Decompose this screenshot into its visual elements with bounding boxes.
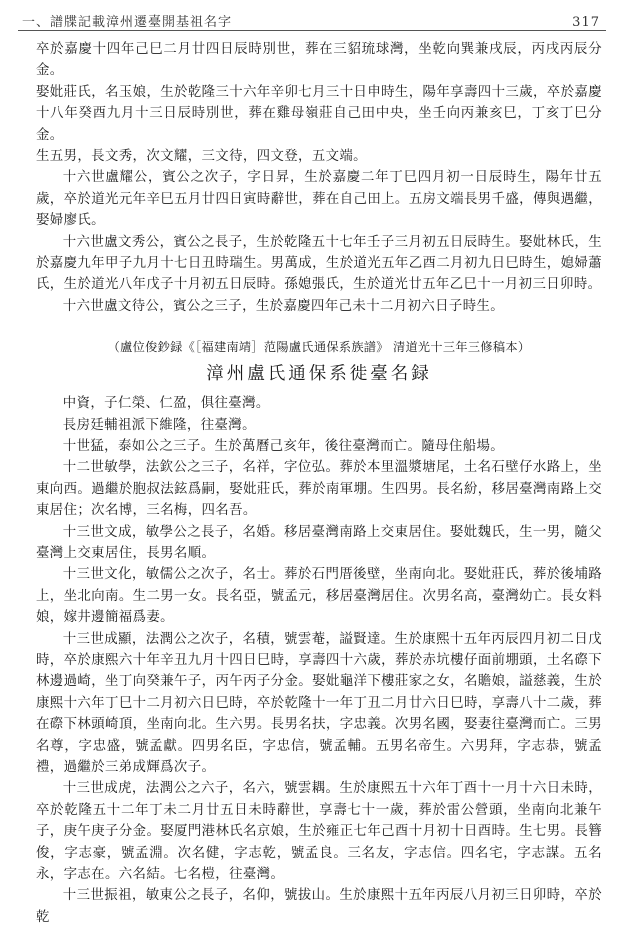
page-number: 317 <box>572 15 600 30</box>
entry-paragraph: 生五男，長文秀，次文耀，三文待，四文登，五文端。 <box>36 149 367 165</box>
entry-paragraph: 卒於嘉慶十四年己巳二月廿四日辰時別世，葬在三貂琉球灣，坐乾向巽兼戌辰，丙戌丙辰分金。 <box>36 42 602 79</box>
entry-paragraph: 十三世成虎，法潤公之六子，名六，號雲耦。生於康熙五十六年丁酉十一月十六日未時，卒於乾隆五十二年丁未二月廿五日未時辭世，享壽七十一歲，葬於雷公營頭，坐南向北兼午子，庚午庚子分金。娶厦門港林氏名京娘，生於雍正七年己酉十月初十日酉時。生七男。長簪俊，字志豪，號孟淵。次名健，字志乾，號孟良。三名友，字志信。四名宅，字志謀。五名永，字志在。六名結。七名榿，往臺灣。 <box>36 781 602 883</box>
entry-paragraph: 娶妣莊氏，名玉娘，生於乾隆三十六年辛卯七月三十日申時生，陽年享壽四十三歲，卒於嘉慶十八年癸酉九月十三日辰時別世，葬在雞母嶺莊自己田中央，坐壬向丙兼亥巳，丁亥丁巳分金。 <box>36 84 602 143</box>
source-citation: （盧位俊鈔録《［福建南靖］范陽盧氏通保系族譜》 清道光十三年三修稿本） <box>107 340 531 355</box>
section-title: 漳州盧氏通保系徙臺名録 <box>206 363 432 384</box>
header-rule <box>18 30 606 31</box>
entry-paragraph: 十世猛，泰如公之三子。生於萬曆己亥年，後往臺灣而亡。隨母住船場。 <box>62 438 505 454</box>
entry-paragraph: 十三世文化，敏儒公之次子，名士。葬於石門厝後壁，坐南向北。娶妣莊氏，葬於後埔路上，坐北向南。生二男一女。長名亞，號孟元，移居臺灣居住。次男名高，臺灣幼亡。長女料娘，嫁井邊簡福爲妻。 <box>36 567 602 626</box>
entry-paragraph: 十六世盧耀公，賓公之次子，字日昇，生於嘉慶二年丁巳四月初一日辰時生，陽年廿五歲，卒於道光元年辛巳五月廿四日寅時辭世，葬在自己田上。五房文端長男千盛，傳與遇繼，娶婦廖氏。 <box>36 170 602 229</box>
entry-paragraph: 十三世成顯，法潤公之次子，名積，號雲菴，謚賢達。生於康熙十五年丙辰四月初二日戊時，卒於康熙六十年辛丑九月十四日巳時，享壽四十六歲，葬於赤坑樓仔面前堋頭，土名磜下林邊過崎，坐丁向癸兼午子，丙午丙子分金。娶妣龜洋下樓莊家之女，名贍娘，謚慈義，生於康熙十六年丁巳十二月初六日巳時，卒於乾隆十一年丁丑二月廿六日巳時，享壽八十二歲，葬在磜下林頭崎頂，坐南向北。生六男。長男名扶，字忠義。次男名國，娶妻往臺灣而亡。三男名尊，字忠盛，號孟獻。四男名臣，字忠信，號孟輔。五男名帝生。六男拜，字志恭，號孟禮，過繼於三弟成輝爲次子。 <box>36 631 602 775</box>
entry-paragraph: 十六世盧文待公，賓公之三子，生於嘉慶四年己未十二月初六日子時生。 <box>62 298 505 314</box>
entry-paragraph: 十三世振祖，敏東公之長子，名仰，號拔山。生於康熙十五年丙辰八月初三日卯時，卒於乾 <box>36 888 602 925</box>
entry-paragraph: 十二世敏學，法欽公之三子，名祥，字位弘。葬於本里溫漿塘尾，土名石壁仔水路上，坐東向西。過繼於胞叔法鉉爲嗣，娶妣莊氏，葬於南軍堋。生四男。長名紛，移居臺灣南路上交東居住；次名博，三名梅，四名吾。 <box>36 460 602 519</box>
entry-paragraph: 長房廷輔祖派下維隆，往臺灣。 <box>62 417 256 433</box>
genealogy-entries-upper <box>36 39 602 317</box>
page-header <box>22 8 600 30</box>
running-title: 一、譜牒記載漳州遷臺開基祖名字 <box>22 15 233 30</box>
page-body <box>36 39 602 928</box>
entry-paragraph: 中資，子仁榮、仁盈，俱往臺灣。 <box>62 396 270 412</box>
genealogy-entries-lower <box>36 393 602 928</box>
entry-paragraph: 十三世文成，敏學公之長子，名婚。移居臺灣南路上交東居住。娶妣魏氏，生一男，隨父臺灣上交東居住，長男名順。 <box>36 524 602 561</box>
entry-paragraph: 十六世盧文秀公，賓公之長子，生於乾隆五十七年壬子三月初五日辰時生。娶妣林氏，生於嘉慶九年甲子九月十七日丑時瑞生。男萬成，生於道光五年乙酉二月初九日巳時生，媳婦蕭氏，生於道光八年戊子十月初五日辰時。孫媳張氏，生於道光廿五年乙巳十一月初三日卯時。 <box>36 234 602 293</box>
